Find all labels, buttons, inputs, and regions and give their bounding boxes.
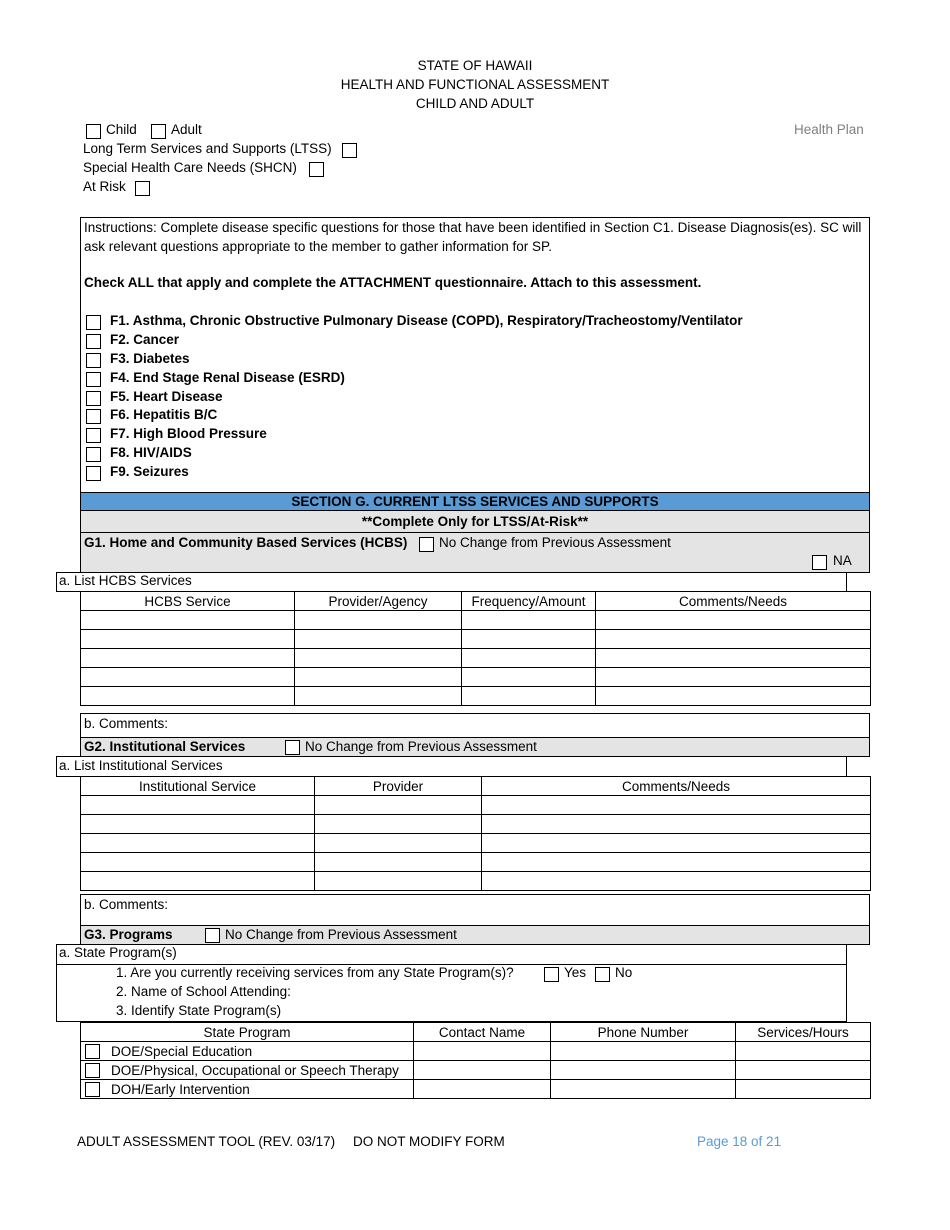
table-cell[interactable] [81, 872, 315, 891]
g2-list-label: a. List Institutional Services [59, 758, 223, 773]
table-cell[interactable] [295, 668, 462, 687]
f6-label: F6. Hepatitis B/C [110, 407, 218, 422]
table-row [81, 611, 871, 630]
g1-na-checkbox[interactable] [812, 555, 827, 570]
g1-no-change-label: No Change from Previous Assessment [439, 535, 671, 550]
no-label: No [615, 965, 633, 980]
instructions-text: Instructions: Complete disease specific questions for those that have been identified in Section C1. Disease Diagnosis(es). SC will ask relevant questions appropriate to the member to gather information for SP. [84, 220, 862, 254]
g2-comments-field[interactable] [80, 894, 870, 926]
table-cell[interactable] [596, 687, 871, 706]
table-cell[interactable] [736, 1080, 871, 1099]
f9-label: F9. Seizures [110, 464, 189, 479]
table-cell[interactable] [295, 687, 462, 706]
table-cell[interactable] [462, 668, 596, 687]
column-header: HCBS Service [81, 592, 295, 611]
g1-comments-label: b. Comments: [84, 716, 169, 731]
adult-checkbox[interactable] [151, 124, 166, 139]
table-row [81, 853, 871, 872]
table-cell[interactable] [81, 611, 295, 630]
table-cell[interactable] [295, 649, 462, 668]
state-program-table [80, 1022, 871, 1099]
instructions-box [80, 217, 870, 493]
g1-list-label: a. List HCBS Services [59, 573, 192, 588]
column-header: Contact Name [414, 1023, 551, 1042]
g2-no-change-checkbox[interactable] [285, 740, 300, 755]
table-cell[interactable] [414, 1080, 551, 1099]
table-cell[interactable] [414, 1042, 551, 1061]
table-row [81, 1042, 871, 1061]
program-cell [81, 1042, 414, 1061]
f5-checkbox[interactable] [86, 391, 101, 406]
program-label: DOE/Physical, Occupational or Speech Therapy [111, 1062, 399, 1078]
table-cell[interactable] [315, 815, 482, 834]
f2-checkbox[interactable] [86, 334, 101, 349]
page-number: Page 18 of 21 [697, 1134, 782, 1149]
header-state: STATE OF HAWAII [417, 58, 533, 73]
table-row [81, 630, 871, 649]
table-cell[interactable] [551, 1061, 736, 1080]
g3-header [80, 925, 870, 945]
table-cell[interactable] [596, 611, 871, 630]
g3-question-2: 2. Name of School Attending: [116, 984, 291, 999]
g3-no-change-checkbox[interactable] [205, 928, 220, 943]
table-cell[interactable] [462, 611, 596, 630]
footer-notice: DO NOT MODIFY FORM [353, 1134, 505, 1149]
table-cell[interactable] [482, 834, 871, 853]
table-cell[interactable] [414, 1061, 551, 1080]
table-cell[interactable] [315, 872, 482, 891]
column-header: Phone Number [551, 1023, 736, 1042]
g2-comments-label: b. Comments: [84, 897, 169, 912]
hcbs-table [80, 591, 871, 706]
child-checkbox[interactable] [86, 124, 101, 139]
table-cell[interactable] [462, 630, 596, 649]
f8-checkbox[interactable] [86, 447, 101, 462]
table-row [81, 1061, 871, 1080]
table-row [81, 872, 871, 891]
column-header: Services/Hours [736, 1023, 871, 1042]
table-cell[interactable] [315, 796, 482, 815]
table-cell[interactable] [81, 853, 315, 872]
shcn-label: Special Health Care Needs (SHCN) [83, 160, 297, 175]
f3-label: F3. Diabetes [110, 351, 190, 366]
f9-checkbox[interactable] [86, 466, 101, 481]
f4-label: F4. End Stage Renal Disease (ESRD) [110, 370, 345, 385]
column-header: Comments/Needs [482, 777, 871, 796]
table-cell[interactable] [81, 687, 295, 706]
g3-question-1: 1. Are you currently receiving services from any State Program(s)? [116, 965, 514, 980]
g2-no-change-label: No Change from Previous Assessment [305, 739, 537, 754]
institutional-table [80, 776, 871, 891]
table-cell[interactable] [81, 796, 315, 815]
column-header: Frequency/Amount [462, 592, 596, 611]
table-cell[interactable] [81, 815, 315, 834]
table-header-row [81, 592, 871, 611]
column-header: Institutional Service [81, 777, 315, 796]
yes-checkbox[interactable] [544, 967, 559, 982]
table-cell[interactable] [736, 1042, 871, 1061]
table-row [81, 834, 871, 853]
program-label: DOE/Special Education [111, 1043, 253, 1059]
table-cell[interactable] [315, 834, 482, 853]
section-g-subtitle: **Complete Only for LTSS/At-Risk** [80, 510, 870, 533]
g1-comments-field[interactable] [80, 713, 870, 738]
table-row [81, 1080, 871, 1099]
column-header: Comments/Needs [596, 592, 871, 611]
g3-list-label: a. State Program(s) [59, 945, 177, 960]
page-header [0, 56, 950, 113]
table-cell[interactable] [81, 668, 295, 687]
g3-question-3: 3. Identify State Program(s) [116, 1003, 282, 1018]
g3-title: G3. Programs [84, 927, 173, 942]
f1-label: F1. Asthma, Chronic Obstructive Pulmonary Disease (COPD), Respiratory/Tracheostomy/Ventilator [110, 313, 743, 328]
program-label: DOH/Early Intervention [111, 1081, 250, 1097]
f8-label: F8. HIV/AIDS [110, 445, 192, 460]
f7-label: F7. High Blood Pressure [110, 426, 267, 441]
shcn-checkbox[interactable] [309, 162, 324, 177]
g1-title: G1. Home and Community Based Services (HCBS) [84, 535, 408, 550]
table-row [81, 815, 871, 834]
f1-checkbox[interactable] [86, 315, 101, 330]
column-header: State Program [81, 1023, 414, 1042]
g3-no-change-label: No Change from Previous Assessment [225, 927, 457, 942]
f2-label: F2. Cancer [110, 332, 180, 347]
ltss-checkbox[interactable] [342, 143, 357, 158]
g2-title: G2. Institutional Services [84, 739, 246, 754]
table-cell[interactable] [81, 649, 295, 668]
table-row [81, 649, 871, 668]
no-checkbox[interactable] [595, 967, 610, 982]
table-cell[interactable] [482, 796, 871, 815]
table-cell[interactable] [462, 649, 596, 668]
table-row [81, 796, 871, 815]
health-plan-label: Health Plan [794, 122, 864, 137]
table-cell[interactable] [315, 853, 482, 872]
table-cell[interactable] [462, 687, 596, 706]
f7-checkbox[interactable] [86, 428, 101, 443]
table-row [81, 668, 871, 687]
g1-no-change-checkbox[interactable] [419, 537, 434, 552]
at-risk-checkbox[interactable] [135, 181, 150, 196]
adult-label: Adult [171, 122, 202, 137]
table-cell[interactable] [551, 1080, 736, 1099]
at-risk-label: At Risk [83, 179, 126, 194]
ltss-label: Long Term Services and Supports (LTSS) [83, 141, 332, 156]
footer-tool: ADULT ASSESSMENT TOOL (REV. 03/17) [77, 1134, 336, 1149]
child-label: Child [106, 122, 137, 137]
column-header: Provider [315, 777, 482, 796]
table-header-row [81, 1023, 871, 1042]
column-header: Provider/Agency [295, 592, 462, 611]
program-checkbox[interactable] [85, 1044, 100, 1059]
f4-checkbox[interactable] [86, 372, 101, 387]
f3-checkbox[interactable] [86, 353, 101, 368]
table-cell[interactable] [596, 668, 871, 687]
table-cell[interactable] [295, 630, 462, 649]
header-subtitle: CHILD AND ADULT [415, 96, 535, 111]
table-row [81, 687, 871, 706]
program-checkbox[interactable] [85, 1063, 100, 1078]
table-header-row [81, 777, 871, 796]
table-cell[interactable] [482, 872, 871, 891]
section-g-title: SECTION G. CURRENT LTSS SERVICES AND SUPPORTS [80, 492, 870, 511]
table-cell[interactable] [81, 630, 295, 649]
f6-checkbox[interactable] [86, 409, 101, 424]
program-cell [81, 1080, 414, 1099]
table-cell[interactable] [596, 649, 871, 668]
table-cell[interactable] [482, 853, 871, 872]
header-title: HEALTH AND FUNCTIONAL ASSESSMENT [340, 77, 610, 92]
table-cell[interactable] [736, 1061, 871, 1080]
g1-na-label: NA [833, 553, 852, 568]
program-cell [81, 1061, 414, 1080]
table-cell[interactable] [482, 815, 871, 834]
check-all-note: Check ALL that apply and complete the ATTACHMENT questionnaire. Attach to this assessment. [84, 275, 702, 290]
yes-label: Yes [564, 965, 587, 980]
program-checkbox[interactable] [85, 1082, 100, 1097]
table-cell[interactable] [295, 611, 462, 630]
table-cell[interactable] [81, 834, 315, 853]
table-cell[interactable] [596, 630, 871, 649]
f5-label: F5. Heart Disease [110, 389, 223, 404]
table-cell[interactable] [551, 1042, 736, 1061]
